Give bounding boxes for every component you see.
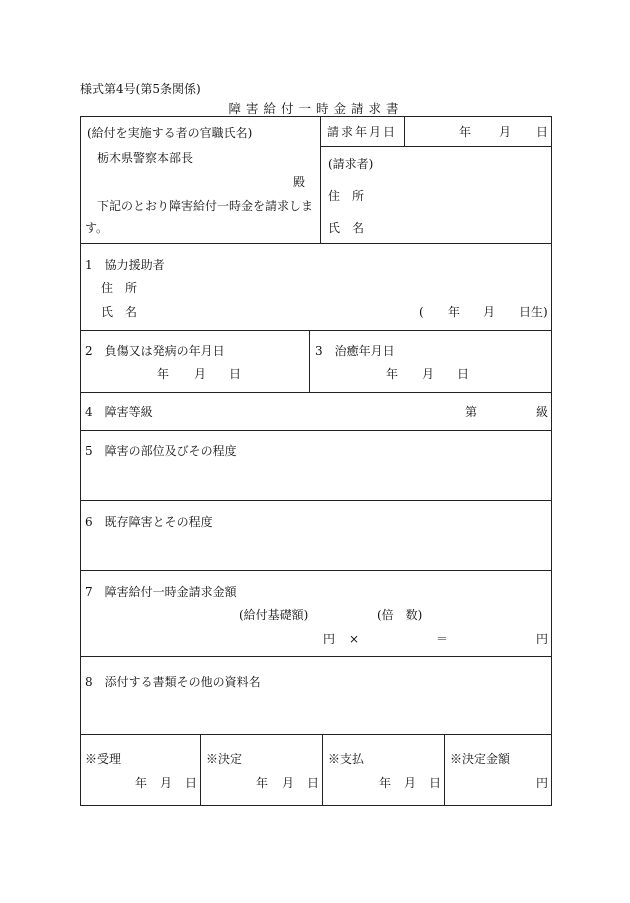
- birth-month[interactable]: 月: [483, 305, 496, 319]
- decision-day[interactable]: 日: [307, 776, 320, 790]
- injury-month[interactable]: 月: [194, 367, 207, 381]
- footer-divider-1: [200, 735, 201, 805]
- base-amount-label: (給付基礎額): [239, 608, 309, 622]
- injury-day[interactable]: 日: [229, 367, 242, 381]
- received-label: ※受理: [85, 752, 122, 766]
- grade-suffix: 級: [536, 405, 549, 419]
- section-7-title: 7 障害給付一時金請求金額: [85, 585, 237, 599]
- claim-form: [80, 116, 552, 806]
- statement-line1: 下記のとおり障害給付一時金を請求しま: [97, 199, 314, 213]
- received-year[interactable]: 年: [135, 776, 148, 790]
- header-divider: [320, 117, 321, 243]
- claimant-name-label: 氏 名: [328, 221, 365, 235]
- payment-label: ※支払: [328, 752, 365, 766]
- decision-year[interactable]: 年: [256, 776, 269, 790]
- multiplier-label: (倍 数): [377, 608, 423, 622]
- section-8-documents: [81, 657, 551, 735]
- section-5-disability: [81, 431, 551, 501]
- payment-year[interactable]: 年: [379, 776, 392, 790]
- footer-divider-2: [322, 735, 323, 805]
- cure-month[interactable]: 月: [422, 367, 435, 381]
- section-6-title: 6 既存障害とその程度: [85, 515, 213, 529]
- grade-prefix: 第: [465, 405, 478, 419]
- cure-year[interactable]: 年: [386, 367, 399, 381]
- cooperator-address-label: 住 所: [101, 281, 138, 295]
- footer-divider-3: [444, 735, 445, 805]
- request-date-year[interactable]: 年: [459, 125, 472, 139]
- payment-day[interactable]: 日: [429, 776, 442, 790]
- form-title: 障害給付一時金請求書: [228, 101, 404, 116]
- section-2-3-dates: [81, 331, 551, 393]
- section-1-cooperator: [81, 244, 551, 331]
- section-3-title: 3 治癒年月日: [315, 344, 395, 358]
- birth-year[interactable]: 年: [448, 305, 461, 319]
- equals-sign: ＝: [436, 632, 449, 646]
- birth-open-paren: (: [419, 305, 424, 319]
- section-2-title: 2 負傷又は発病の年月日: [85, 344, 225, 358]
- request-date-divider: [404, 117, 405, 146]
- section-4-title: 4 障害等級: [85, 405, 153, 419]
- claimant-address-label: 住 所: [328, 189, 365, 203]
- birth-day[interactable]: 日生): [519, 305, 548, 319]
- form-number: 様式第4号(第5条関係): [80, 82, 201, 96]
- claimant-label: (請求者): [328, 157, 374, 171]
- total-yen: 円: [536, 632, 549, 646]
- section-2-3-divider: [309, 331, 310, 392]
- decided-amount-label: ※決定金額: [450, 752, 511, 766]
- received-month[interactable]: 月: [160, 776, 173, 790]
- header-block: [81, 117, 551, 244]
- cure-day[interactable]: 日: [457, 367, 470, 381]
- received-day[interactable]: 日: [185, 776, 198, 790]
- office-use-footer: [81, 735, 551, 805]
- official-name: 栃木県警察本部長: [97, 151, 194, 165]
- injury-year[interactable]: 年: [157, 367, 170, 381]
- section-6-existing: [81, 501, 551, 571]
- payment-month[interactable]: 月: [404, 776, 417, 790]
- statement-line2: す。: [85, 221, 109, 235]
- times-sign: ×: [349, 632, 360, 646]
- official-title-label: (給付を実施する者の官職氏名): [87, 126, 253, 140]
- base-yen: 円: [323, 632, 336, 646]
- request-date-month[interactable]: 月: [499, 125, 512, 139]
- section-8-title: 8 添付する書類その他の資料名: [85, 675, 261, 689]
- section-4-grade: [81, 393, 551, 431]
- section-1-title: 1 協力援助者: [85, 258, 165, 272]
- section-5-title: 5 障害の部位及びその程度: [85, 444, 237, 458]
- request-date-underline: [320, 146, 551, 147]
- request-date-label: 請求年月日: [327, 125, 398, 139]
- request-date-day[interactable]: 日: [536, 125, 549, 139]
- decision-label: ※決定: [206, 752, 243, 766]
- decided-amount-yen[interactable]: 円: [536, 776, 549, 790]
- cooperator-name-label: 氏 名: [101, 305, 138, 319]
- decision-month[interactable]: 月: [282, 776, 295, 790]
- honorific: 殿: [293, 175, 306, 189]
- section-7-amount: [81, 571, 551, 657]
